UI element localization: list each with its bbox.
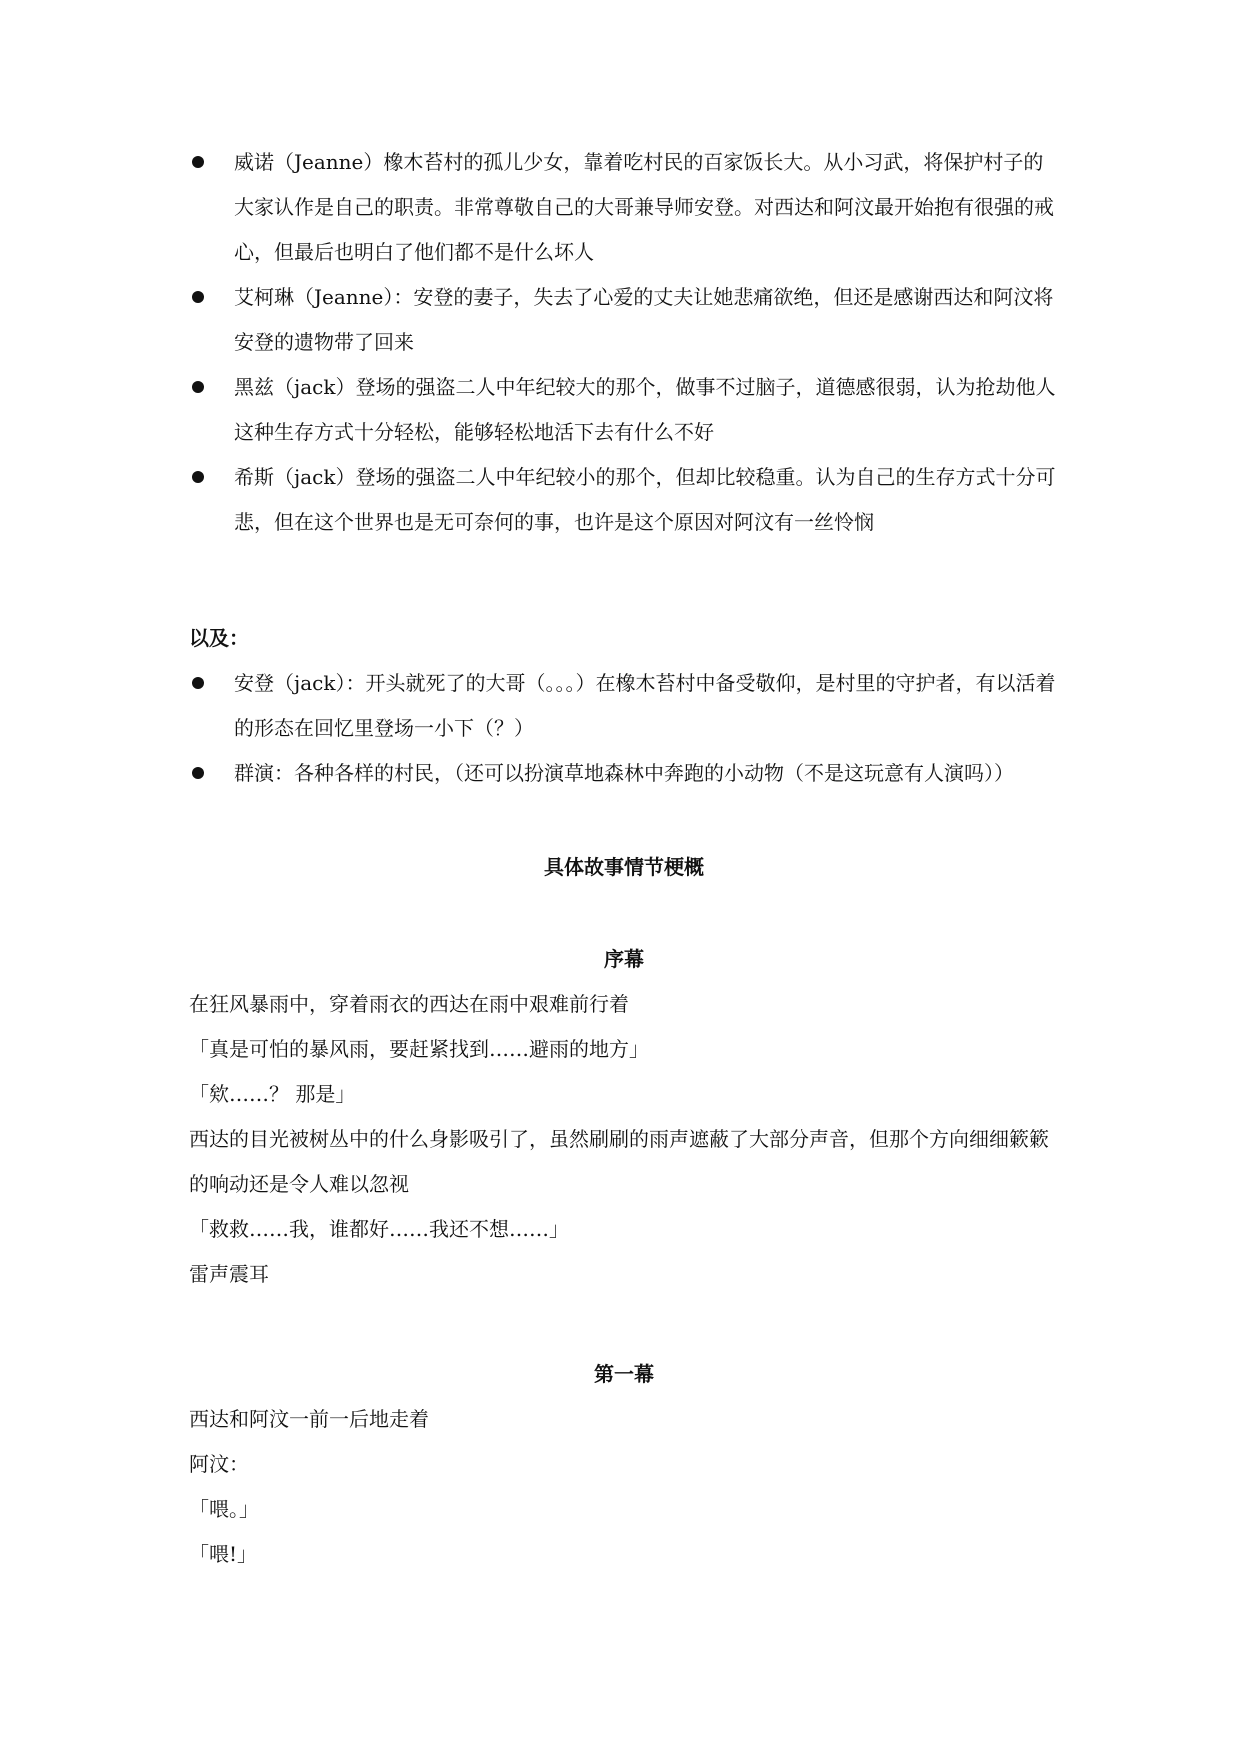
prologue-body (189, 982, 1059, 1297)
paragraph: 西达和阿汶一前一后地走着 (189, 1407, 429, 1431)
character-description: 安登（jack）：开头就死了的大哥（。。。）在橡木苔村中备受敬仰，是村里的守护者，有以活着的形态在回忆里登场一小下（？） (234, 671, 1056, 740)
list-item (189, 365, 1059, 455)
bullet-icon (192, 471, 204, 483)
act1-body (189, 1397, 1059, 1577)
act1-title: 第一幕 (594, 1362, 654, 1386)
also-heading: 以及： (189, 626, 249, 650)
bullet-icon (192, 156, 204, 168)
character-description: 黑兹（jack）登场的强盗二人中年纪较大的那个，做事不过脑子，道德感很弱，认为抢劫他人这种生存方式十分轻松，能够轻松地活下去有什么不好 (234, 375, 1056, 444)
list-item (189, 661, 1059, 751)
paragraph: 西达的目光被树丛中的什么身影吸引了，虽然刷刷的雨声遮蔽了大部分声音，但那个方向细细簌簌的响动还是令人难以忽视 (189, 1127, 1049, 1196)
bullet-icon (192, 677, 204, 689)
paragraph: 阿汶： (189, 1452, 249, 1476)
bullet-icon (192, 381, 204, 393)
character-list (189, 140, 1059, 545)
paragraph: 「喂!」 (189, 1542, 258, 1566)
character-description: 群演：各种各样的村民，（还可以扮演草地森林中奔跑的小动物（不是这玩意有人演吗）） (234, 761, 1014, 785)
list-item (189, 140, 1059, 275)
synopsis-title: 具体故事情节梗概 (544, 855, 704, 879)
paragraph: 在狂风暴雨中，穿着雨衣的西达在雨中艰难前行着 (189, 992, 629, 1016)
paragraph: 雷声震耳 (189, 1262, 269, 1286)
also-section (189, 616, 1059, 796)
bullet-icon (192, 767, 204, 779)
paragraph: 「真是可怕的暴风雨，要赶紧找到……避雨的地方」 (189, 1037, 649, 1061)
character-description: 威诺（Jeanne）橡木苔村的孤儿少女，靠着吃村民的百家饭长大。从小习武，将保护村子的大家认作是自己的职责。非常尊敬自己的大哥兼导师安登。对西达和阿汶最开始抱有很强的戒心，但最后也明白了他们都不是什么坏人 (234, 150, 1054, 264)
character-description: 希斯（jack）登场的强盗二人中年纪较小的那个，但却比较稳重。认为自己的生存方式十分可悲，但在这个世界也是无可奈何的事，也许是这个原因对阿汶有一丝怜悯 (234, 465, 1056, 534)
paragraph: 「喂。」 (189, 1497, 259, 1521)
character-description: 艾柯琳（Jeanne）：安登的妻子，失去了心爱的丈夫让她悲痛欲绝，但还是感谢西达和阿汶将安登的遗物带了回来 (234, 285, 1054, 354)
list-item (189, 455, 1059, 545)
prologue-title: 序幕 (604, 947, 644, 971)
list-item (189, 751, 1059, 796)
paragraph: 「救救……我，谁都好……我还不想……」 (189, 1217, 569, 1241)
bullet-icon (192, 291, 204, 303)
list-item (189, 275, 1059, 365)
paragraph: 「欸……？ 那是」 (189, 1082, 356, 1106)
